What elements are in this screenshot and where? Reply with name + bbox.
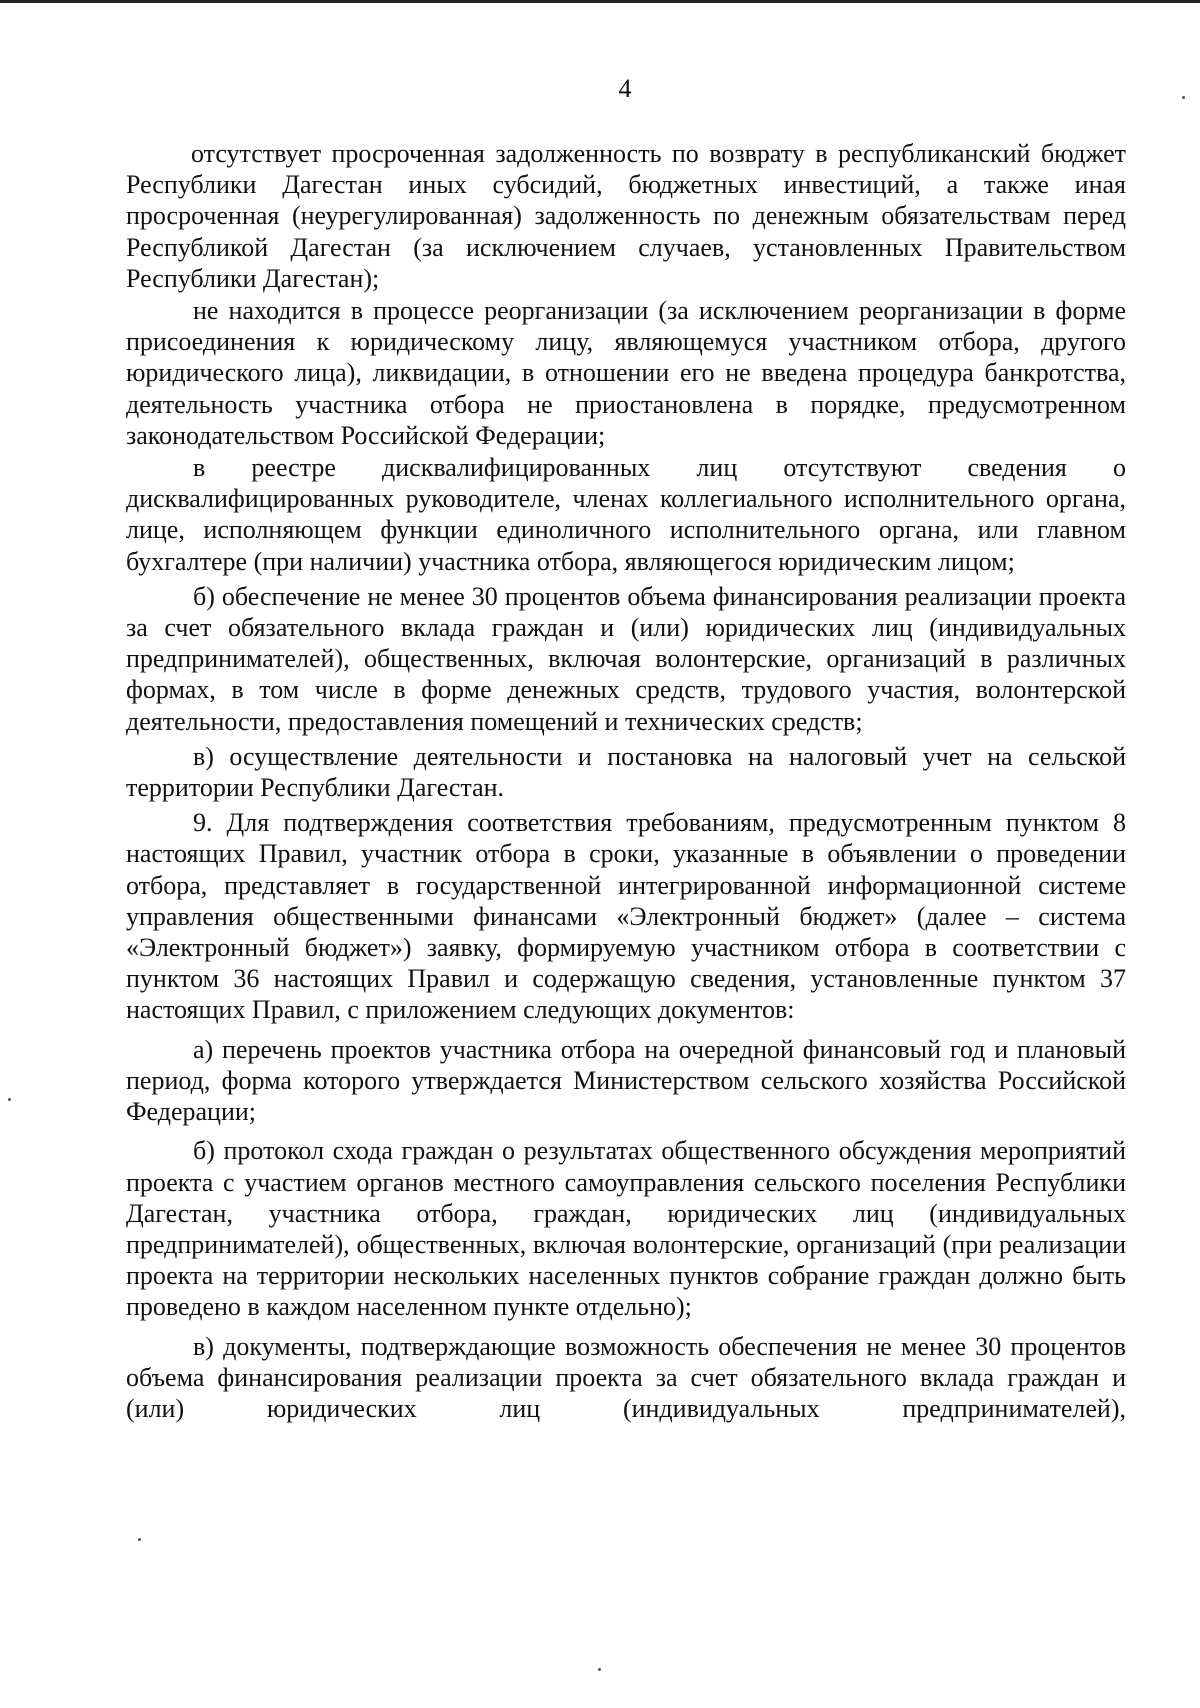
- document-body: [126, 138, 1126, 1424]
- paragraph-no-overdue-debt: отсутствует просроченная задолженность по возврату в республиканский бюджет Республики Дагестан иных субсидий, бюджетных инвестиций, а также иная просроченная (неурегулированная) задолженность по денежным обязательствам перед Республикой Дагестан (за исключением случаев, установленных Правительством Республики Дагестан);: [126, 139, 1126, 293]
- paragraph-clause-9-application: 9. Для подтверждения соответствия требованиям, предусмотренным пунктом 8 настоящих Правил, участник отбора в сроки, указанные в объявлении о проведении отбора, представляет в государственной интегрированной информационной системе управления общественными финансами «Электронный бюджет» (далее – система «Электронный бюджет») заявку, формируемую участником отбора в соответствии с пунктом 36 настоящих Правил и содержащую сведения, установленные пунктом 37 настоящих Правил, с приложением следующих документов:: [126, 808, 1126, 1025]
- paragraph-item-v-tax-registration: в) осуществление деятельности и постановка на налоговый учет на сельской территории Республики Дагестан.: [126, 741, 1126, 803]
- scan-speck: [598, 1668, 601, 1671]
- paragraph-doc-b-citizens-meeting-protocol: б) протокол схода граждан о результатах общественного обсуждения мероприятий проекта с участием органов местного самоуправления сельского поселения Республики Дагестан, участника отбора, граждан, юридических лиц (индивидуальных предпринимателей), общественных, включая волонтерские, организаций (при реализации проекта на территории нескольких населенных пунктов собрание граждан должно быть проведено в каждом населенном пункте отдельно);: [126, 1136, 1126, 1322]
- page-number: 4: [618, 74, 632, 103]
- scan-speck: [1182, 96, 1185, 99]
- paragraph-not-in-reorganization: не находится в процессе реорганизации (за исключением реорганизации в форме присоединения к юридическому лицу, являющемуся участником отбора, другого юридического лица), ликвидации, в отношении его не введена процедура банкротства, деятельность участника отбора не приостановлена в порядке, предусмотренном законодательством Российской Федерации;: [126, 296, 1126, 450]
- scan-speck: [138, 1538, 141, 1541]
- paragraph-item-b-cofinancing: б) обеспечение не менее 30 процентов объема финансирования реализации проекта за счет обязательного вклада граждан и (или) юридических лиц (индивидуальных предпринимателей), общественных, включая волонтерские, организаций в различных формах, в том числе в форме денежных средств, трудового участия, волонтерской деятельности, предоставления помещений и технических средств;: [126, 581, 1126, 736]
- paragraph-disqualified-persons-registry: в реестре дисквалифицированных лиц отсутствуют сведения о дисквалифицированных руководителе, членах коллегиального исполнительного органа, лице, исполняющем функции единоличного исполнительного органа, или главном бухгалтере (при наличии) участника отбора, являющегося юридическим лицом;: [126, 453, 1126, 576]
- paragraph-doc-a-project-list: а) перечень проектов участника отбора на очередной финансовый год и плановый период, форма которого утверждается Министерством сельского хозяйства Российской Федерации;: [126, 1034, 1126, 1127]
- scan-speck: [8, 1098, 11, 1101]
- paragraph-doc-v-cofinancing-documents: в) документы, подтверждающие возможность обеспечения не менее 30 процентов объема финансирования реализации проекта за счет обязательного вклада граждан и (или) юридических лиц (индивидуальных предпринимателей),: [126, 1331, 1126, 1423]
- scan-top-edge: [0, 0, 1200, 3]
